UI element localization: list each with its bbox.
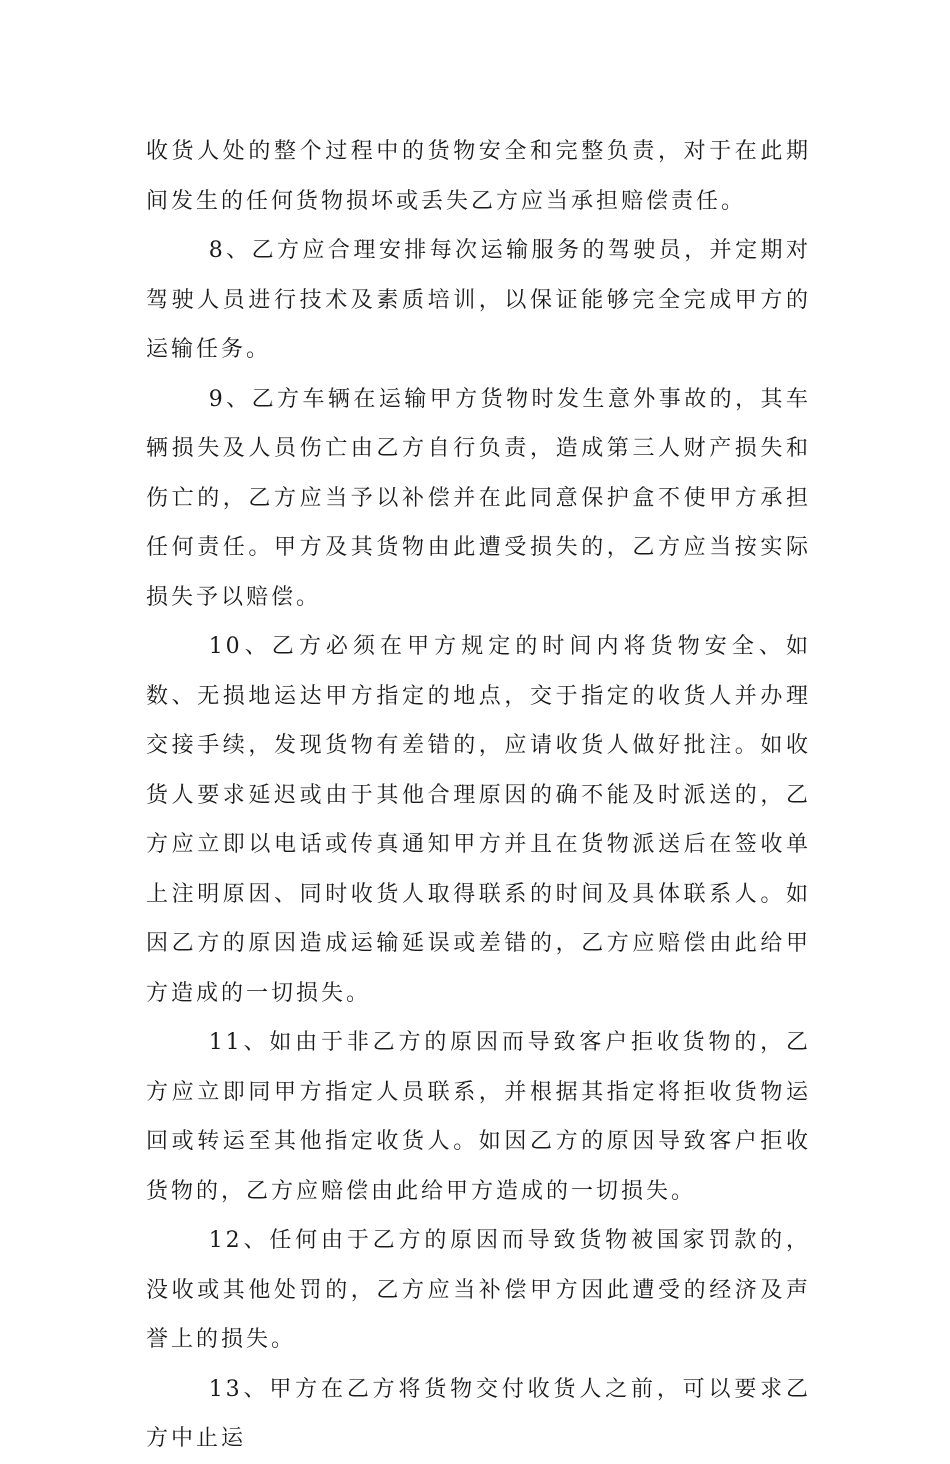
clause-12: 12、任何由于乙方的原因而导致货物被国家罚款的，没收或其他处罚的，乙方应当补偿甲方因此遭受的经济及声誉上的损失。 bbox=[146, 1228, 811, 1352]
clause-8: 8、乙方应合理安排每次运输服务的驾驶员，并定期对驾驶人员进行技术及素质培训，以保证能够完全完成甲方的运输任务。 bbox=[146, 238, 811, 362]
clause-13: 13、甲方在乙方将货物交付收货人之前，可以要求乙方中止运 bbox=[146, 1376, 811, 1451]
document-body bbox=[146, 127, 811, 1464]
clause-9: 9、乙方车辆在运输甲方货物时发生意外事故的，其车辆损失及人员伤亡由乙方自行负责，造成第三人财产损失和伤亡的，乙方应当予以补偿并在此同意保护盒不使甲方承担任何责任。甲方及其货物由此遭受损失的，乙方应当按实际损失予以赔偿。 bbox=[146, 386, 811, 610]
clause-10: 10、乙方必须在甲方规定的时间内将货物安全、如数、无损地运达甲方指定的地点，交于指定的收货人并办理交接手续，发现货物有差错的，应请收货人做好批注。如收货人要求延迟或由于其他合理原因的确不能及时派送的，乙方应立即以电话或传真通知甲方并且在货物派送后在签收单上注明原因、同时收货人取得联系的时间及具体联系人。如因乙方的原因造成运输延误或差错的，乙方应赔偿由此给甲方造成的一切损失。 bbox=[146, 634, 811, 1006]
clause-11: 11、如由于非乙方的原因而导致客户拒收货物的，乙方应立即同甲方指定人员联系，并根据其指定将拒收货物运回或转运至其他指定收货人。如因乙方的原因导致客户拒收货物的，乙方应赔偿由此给甲方造成的一切损失。 bbox=[146, 1030, 811, 1204]
paragraph-continuation: 收货人处的整个过程中的货物安全和完整负责，对于在此期间发生的任何货物损坏或丢失乙方应当承担赔偿责任。 bbox=[146, 139, 811, 214]
